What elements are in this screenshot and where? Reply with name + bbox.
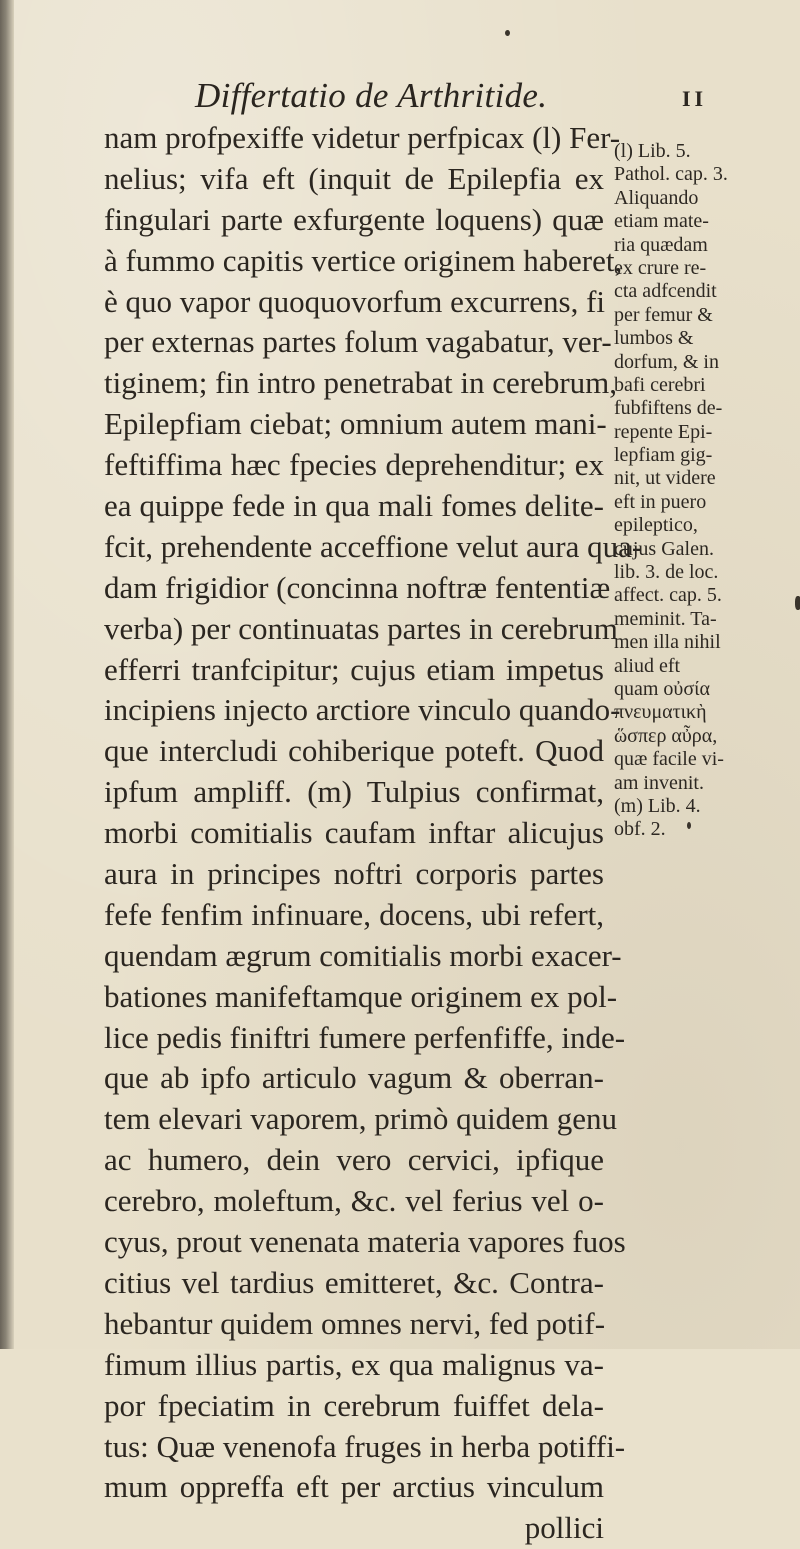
- main-text-line: verba) per continuatas partes in cerebrum: [104, 610, 618, 646]
- main-text-line: è quo vapor quoquovorfum excurrens, fi: [104, 283, 606, 319]
- running-title: Differtatio de Arthritide.: [195, 76, 548, 115]
- marginal-note-line: quam οὐσία: [614, 677, 710, 700]
- main-text-line: à fummo capitis vertice originem haberet,: [104, 242, 623, 278]
- marginal-note-line: aliud eft: [614, 654, 681, 677]
- marginal-note-line: ὥσπερ αὖρα,: [614, 724, 718, 747]
- main-text-line: fcit, prehendente acceffione velut aura qua-: [104, 528, 643, 564]
- page-gutter-shadow: [0, 0, 14, 1349]
- main-text-line: por fpeciatim in cerebrum fuiffet dela-: [104, 1387, 604, 1423]
- marginal-note-line: am invenit.: [614, 771, 704, 794]
- marginal-note-line: lumbos &: [614, 327, 694, 350]
- main-text-line: per externas partes folum vagabatur, ver-: [104, 324, 612, 360]
- marginal-note-line: (l) Lib. 5.: [614, 140, 691, 162]
- marginal-note-line: ex crure re-: [614, 256, 707, 279]
- main-text-line: mum oppreffa eft per arctius vinculum: [104, 1469, 604, 1505]
- marginal-note-line: nit, ut videre: [614, 467, 716, 490]
- marginal-note-line: men illa nihil: [614, 631, 721, 654]
- main-text-line: ea quippe fede in qua mali fomes delite-: [104, 488, 604, 524]
- main-text-line: tus: Quæ venenofa fruges in herba potiffi-: [104, 1428, 626, 1464]
- main-text-line: feftiffima hæc fpecies deprehenditur; ex: [104, 447, 604, 483]
- marginal-note-line: πνευματικὴ: [614, 701, 707, 724]
- marginal-note-line: (m) Lib. 4.: [614, 794, 701, 817]
- main-text-line: nam profpexiffe videtur perfpicax (l) Fer-: [104, 120, 621, 155]
- marginal-note-line: lepfiam gig-: [614, 444, 713, 467]
- page-number: II: [682, 86, 708, 111]
- main-text-line: que intercludi cohiberique poteft. Quod: [104, 733, 604, 769]
- marginal-note-line: etiam mate-: [614, 210, 709, 233]
- marginal-notes: [614, 140, 794, 842]
- ink-blot: [505, 30, 510, 36]
- main-text-line: hebantur quidem omnes nervi, fed potif-: [104, 1305, 606, 1341]
- main-text-line: tiginem; fin intro penetrabat in cerebrum,: [104, 365, 618, 401]
- main-text-line: que ab ipfo articulo vagum & oberran-: [104, 1060, 604, 1096]
- main-text-line: morbi comitialis caufam inftar alicujus: [104, 815, 604, 851]
- main-text-line: Epilepfiam ciebat; omnium autem mani-: [104, 406, 607, 442]
- marginal-note-line: lib. 3. de loc.: [614, 561, 719, 584]
- marginal-note-line: eft in puero: [614, 490, 707, 513]
- marginal-note-line: dorfum, & in: [614, 350, 719, 373]
- main-text-line: ac humero, dein vero cervici, ipfique: [104, 1142, 604, 1178]
- marginal-note-line: per femur &: [614, 303, 713, 326]
- main-text-line: quendam ægrum comitialis morbi exacer-: [104, 937, 622, 973]
- main-text-line: ipfum ampliff. (m) Tulpius confirmat,: [104, 774, 604, 810]
- main-text-line: efferri tranfcipitur; cujus etiam impetus: [104, 651, 604, 687]
- main-text-line: cyus, prout venenata materia vapores fuos: [104, 1224, 626, 1260]
- main-text-line: dam frigidior (concinna noftræ fententiæ: [104, 569, 611, 605]
- marginal-note-line: cujus Galen.: [614, 537, 714, 560]
- marginal-note-line: affect. cap. 5.: [614, 584, 722, 607]
- marginal-note-line: obf. 2.: [614, 818, 666, 841]
- main-text-line: incipiens injecto arctiore vinculo quando-: [104, 692, 621, 728]
- ink-blot: [795, 596, 800, 610]
- main-text-line: bationes manifeftamque originem ex pol-: [104, 978, 618, 1014]
- marginal-note-line: repente Epi-: [614, 420, 713, 443]
- marginal-note-line: quæ facile vi-: [614, 748, 724, 771]
- main-text-line: aura in principes noftri corporis partes: [104, 856, 604, 892]
- marginal-note-line: bafi cerebri: [614, 373, 706, 396]
- main-text-line: fefe fenfim infinuare, docens, ubi refert,: [104, 896, 604, 932]
- marginal-note-line: epileptico,: [614, 514, 698, 537]
- ink-blot: [687, 822, 691, 829]
- page-header: [0, 72, 800, 122]
- marginal-note-line: Pathol. cap. 3.: [614, 163, 728, 186]
- marginal-note-line: meminit. Ta-: [614, 607, 717, 630]
- main-text-line: lice pedis finiftri fumere perfenfiffe, inde-: [104, 1019, 626, 1055]
- main-text-line: tem elevari vaporem, primò quidem genu: [104, 1101, 618, 1137]
- marginal-note-line: fubfiftens de-: [614, 397, 723, 420]
- marginal-note-line: ria quædam: [614, 233, 708, 256]
- main-text-line: nelius; vifa eft (inquit de Epilepfia ex: [104, 160, 604, 196]
- marginal-note-line: cta adfcendit: [614, 280, 717, 303]
- main-text-line: citius vel tardius emitteret, &c. Contra-: [104, 1264, 604, 1300]
- marginal-note-line: Aliquando: [614, 186, 699, 209]
- main-text-line: fingulari parte exfurgente loquens) quæ: [104, 201, 604, 237]
- main-text-line: fimum illius partis, ex qua malignus va-: [104, 1346, 604, 1382]
- main-text-line: cerebro, moleftum, &c. vel ferius vel o-: [104, 1183, 604, 1219]
- catchword: pollici: [524, 1510, 604, 1546]
